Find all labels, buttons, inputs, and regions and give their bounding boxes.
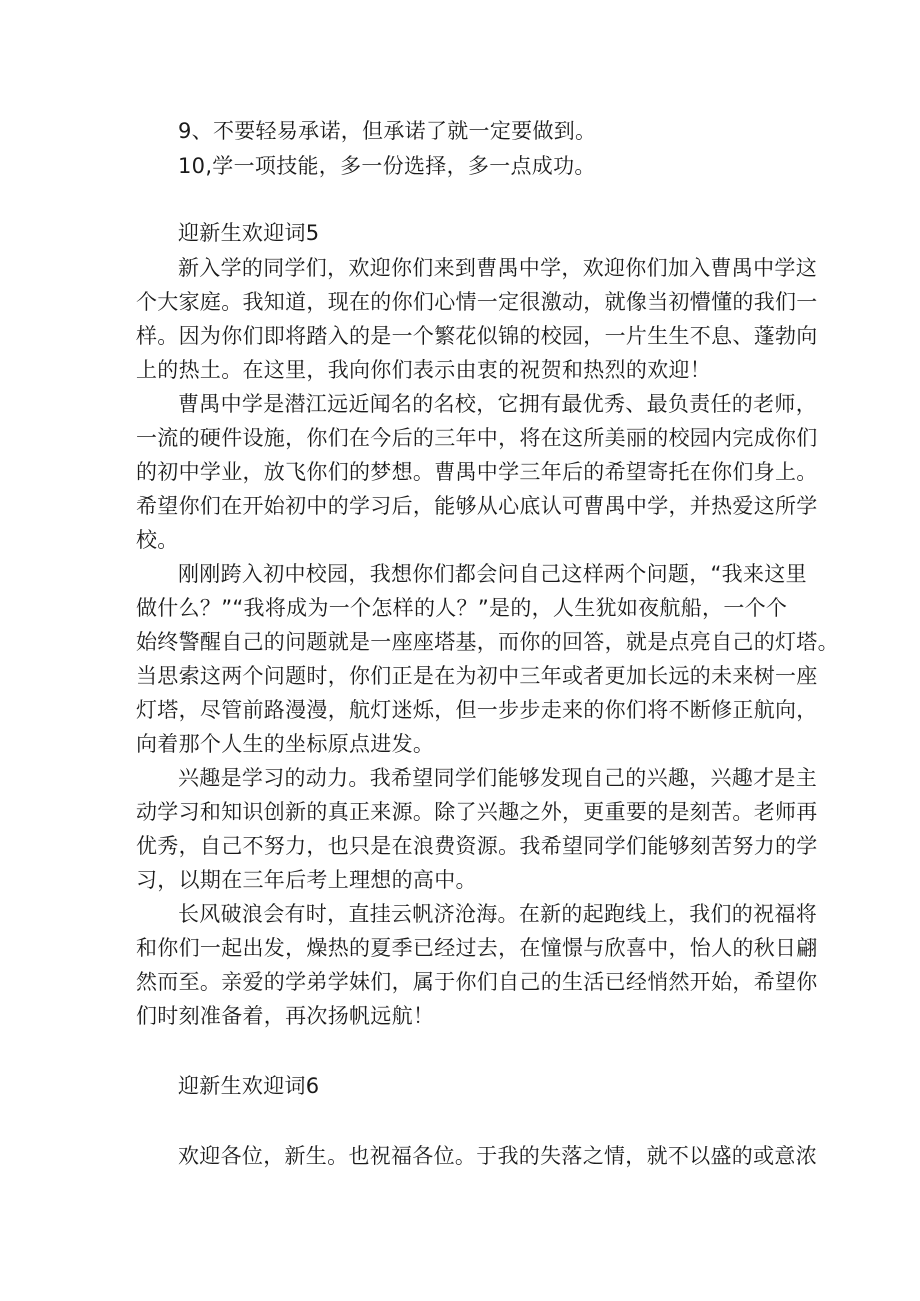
paragraph-line: 然而至。亲爱的学弟学妹们，属于你们自己的生活已经悄然开始，希望你 (136, 970, 818, 994)
paragraph-line: 们时刻准备着，再次扬帆远航！ (136, 1004, 435, 1028)
paragraph-line: 一流的硬件设施，你们在今后的三年中，将在这所美丽的校园内完成你们 (136, 426, 818, 450)
paragraph-line: 优秀，自己不努力，也只是在浪费资源。我希望同学们能够刻苦努力的学 (136, 834, 818, 858)
paragraph-line: 习，以期在三年后考上理想的高中。 (136, 868, 477, 892)
section-heading: 迎新生欢迎词5 (178, 221, 320, 245)
paragraph-line: 灯塔，尽管前路漫漫，航灯迷烁，但一步步走来的你们将不断修正航向， (136, 698, 818, 722)
paragraph-line: 做什么？”“我将成为一个怎样的人？”是的，人生犹如夜航船，一个个 (136, 596, 788, 620)
paragraph-line: 刚刚跨入初中校园，我想你们都会问自己这样两个问题，“我来这里 (178, 562, 807, 586)
paragraph-line: 长风破浪会有时，直挂云帆济沧海。在新的起跑线上，我们的祝福将 (178, 902, 817, 926)
paragraph-line: 的初中学业，放飞你们的梦想。曹禺中学三年后的希望寄托在你们身上。 (136, 460, 818, 484)
paragraph-line: 上的热土。在这里，我向你们表示由衷的祝贺和热烈的欢迎！ (136, 358, 712, 382)
paragraph-line: 希望你们在开始初中的学习后，能够从心底认可曹禺中学，并热爱这所学 (136, 494, 818, 518)
list-item: 9、不要轻易承诺，但承诺了就一定要做到。 (178, 119, 597, 143)
paragraph-line: 样。因为你们即将踏入的是一个繁花似锦的校园，一片生生不息、蓬勃向 (136, 324, 818, 348)
paragraph-line: 兴趣是学习的动力。我希望同学们能够发现自己的兴趣，兴趣才是主 (178, 766, 817, 790)
paragraph-line: 个大家庭。我知道，现在的你们心情一定很激动，就像当初懵懂的我们一 (136, 290, 818, 314)
paragraph-line: 新入学的同学们，欢迎你们来到曹禺中学，欢迎你们加入曹禺中学这 (178, 256, 817, 280)
paragraph-line: 始终警醒自己的问题就是一座座塔基，而你的回答，就是点亮自己的灯塔。 (136, 630, 839, 654)
paragraph-line: 向着那个人生的坐标原点进发。 (136, 732, 435, 756)
paragraph-line: 和你们一起出发，燥热的夏季已经过去，在憧憬与欣喜中，怡人的秋日翩 (136, 936, 818, 960)
paragraph-line: 校。 (136, 528, 179, 552)
list-item: 10,学一项技能，多一份选择，多一点成功。 (178, 154, 596, 178)
section-heading: 迎新生欢迎词6 (178, 1074, 320, 1098)
paragraph-line: 动学习和知识创新的真正来源。除了兴趣之外，更重要的是刻苦。老师再 (136, 800, 818, 824)
paragraph-line: 欢迎各位，新生。也祝福各位。于我的失落之情，就不以盛的或意浓 (178, 1144, 817, 1168)
paragraph-line: 曹禺中学是潜江远近闻名的名校，它拥有最优秀、最负责任的老师， (178, 392, 817, 416)
paragraph-line: 当思索这两个问题时，你们正是在为初中三年或者更加长远的未来树一座 (136, 664, 818, 688)
